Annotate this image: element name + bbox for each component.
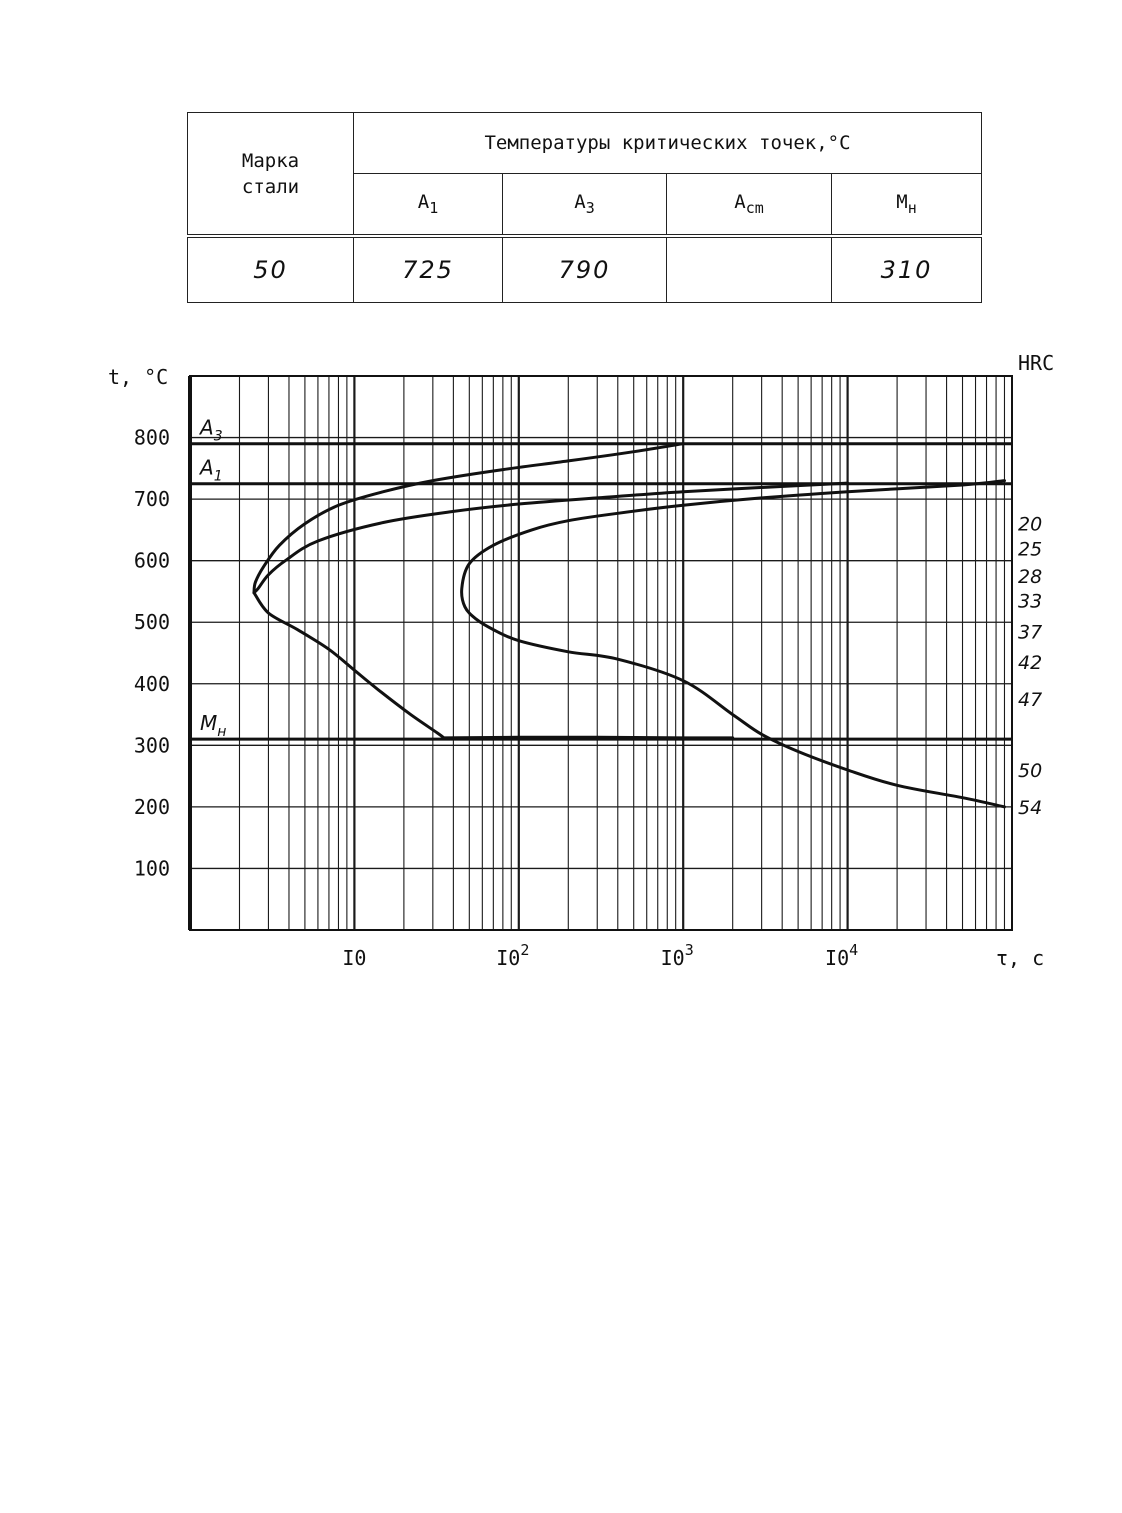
x-tick-exp: 3 xyxy=(684,941,694,959)
curve-series xyxy=(444,737,733,738)
col-acm-base: A xyxy=(734,191,746,214)
reference-lines xyxy=(190,416,1012,740)
col-mn-sub: н xyxy=(907,198,917,217)
x-axis-label: τ, с xyxy=(996,946,1045,970)
hrc-value: 47 xyxy=(1018,689,1043,712)
x-tick-label xyxy=(825,941,858,970)
y-tick-label: 500 xyxy=(133,610,170,635)
hrc-value: 20 xyxy=(1018,513,1043,536)
x-tick-label xyxy=(342,946,366,970)
y-tick-label: 600 xyxy=(133,548,170,573)
y-ticks xyxy=(134,426,170,881)
col-a3-sub: 3 xyxy=(585,198,595,217)
x-ticks xyxy=(342,941,858,970)
hrc-value: 42 xyxy=(1018,652,1043,675)
temps-unit: °С xyxy=(827,132,851,154)
ref-line-label xyxy=(200,711,226,740)
x-tick-base: I0 xyxy=(825,946,850,970)
hrc-scale xyxy=(1018,514,1042,819)
y-tick-label: 400 xyxy=(133,671,170,696)
col-acm-sub: cm xyxy=(745,198,764,217)
curve-series xyxy=(254,593,444,738)
ref-label-sub: н xyxy=(217,724,227,741)
y-tick-label: 100 xyxy=(133,856,170,881)
plot-frame xyxy=(190,376,1012,930)
col-a1-base: A xyxy=(417,191,430,214)
ref-label-sub: 3 xyxy=(213,428,223,445)
x-tick-base: I0 xyxy=(342,946,367,970)
ref-label-base: A xyxy=(200,455,214,480)
cell-grade: 50 xyxy=(188,236,354,303)
ref-label-sub: 1 xyxy=(213,468,223,485)
y-axis-label: t, °C xyxy=(108,365,169,389)
cell-a1: 725 xyxy=(354,236,503,303)
col-a3-base: A xyxy=(574,191,586,214)
x-tick-base: I0 xyxy=(660,946,685,970)
x-tick-label xyxy=(496,941,529,970)
hrc-value: 25 xyxy=(1018,538,1043,561)
y-tick-label: 700 xyxy=(133,487,170,512)
cell-mn: 310 xyxy=(832,236,982,303)
transformation-curves xyxy=(254,444,1005,807)
hrc-value: 54 xyxy=(1018,796,1043,819)
hrc-value: 28 xyxy=(1018,566,1043,589)
ref-line-label xyxy=(198,456,223,485)
x-tick-base: I0 xyxy=(496,946,521,970)
hrc-axis-label: HRC xyxy=(1018,351,1055,375)
x-tick-label xyxy=(661,941,694,970)
grid xyxy=(190,376,1012,930)
grade-header: Марка стали xyxy=(241,149,300,198)
y-tick-label: 200 xyxy=(133,794,170,819)
col-mn-base: M xyxy=(896,191,908,214)
hrc-value: 37 xyxy=(1018,621,1043,644)
y-tick-label: 300 xyxy=(133,733,170,758)
ref-label-base: A xyxy=(200,415,214,440)
hrc-value: 33 xyxy=(1018,590,1043,613)
hrc-value: 50 xyxy=(1018,759,1043,782)
x-tick-exp: 4 xyxy=(849,941,859,959)
cell-a3: 790 xyxy=(503,236,667,303)
temps-header: Температуры критических точек, xyxy=(484,132,828,154)
ref-line-label xyxy=(198,416,223,445)
ref-label-base: M xyxy=(200,711,218,736)
y-tick-label: 800 xyxy=(133,425,170,450)
x-tick-exp: 2 xyxy=(520,941,530,959)
col-a1-sub: 1 xyxy=(429,198,439,217)
